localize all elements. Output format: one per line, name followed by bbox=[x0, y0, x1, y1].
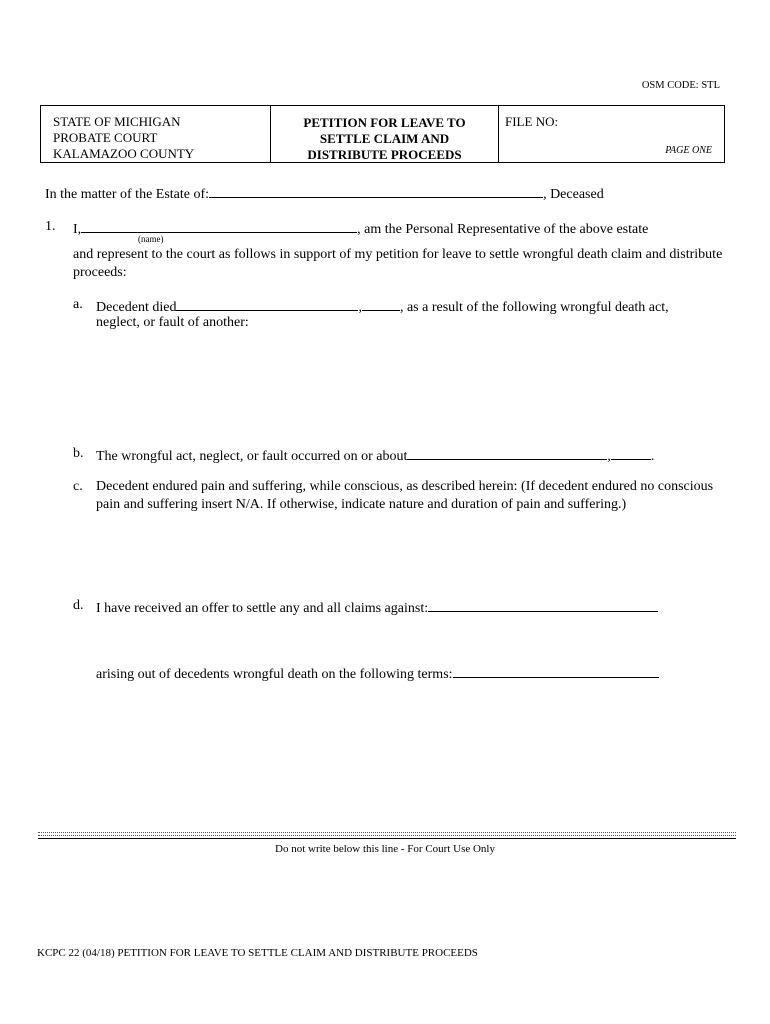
court-name: PROBATE COURT bbox=[53, 130, 158, 145]
estate-name-field[interactable] bbox=[209, 183, 543, 198]
item-b-text-1: The wrongful act, neglect, or fault occurred on or about bbox=[96, 449, 408, 464]
item-a-text-3: neglect, or fault of another: bbox=[96, 315, 249, 330]
file-no-label: FILE NO: bbox=[505, 114, 559, 129]
item-a-letter: a. bbox=[73, 297, 83, 312]
item-1-intro: I, bbox=[73, 222, 82, 237]
settlement-terms-field[interactable] bbox=[453, 663, 659, 678]
item-1-number: 1. bbox=[45, 219, 56, 234]
estate-prefix: In the matter of the Estate of: bbox=[45, 187, 210, 202]
item-d-line-2 bbox=[96, 663, 659, 684]
occurrence-year-field[interactable] bbox=[611, 445, 651, 460]
separator-line bbox=[38, 838, 736, 839]
item-b-letter: b. bbox=[73, 446, 84, 461]
form-footer: KCPC 22 (04/18) PETITION FOR LEAVE TO SETTLE CLAIM AND DISTRIBUTE PROCEEDS bbox=[37, 947, 478, 959]
estate-suffix: , Deceased bbox=[543, 187, 604, 202]
item-b-comma: , bbox=[607, 449, 611, 464]
form-title bbox=[271, 106, 499, 162]
name-label: (name) bbox=[138, 234, 164, 244]
estate-line bbox=[45, 183, 604, 204]
form-title-line-1: PETITION FOR LEAVE TO bbox=[303, 115, 466, 130]
form-title-line-2: SETTLE CLAIM AND bbox=[319, 131, 450, 146]
item-b-period: . bbox=[650, 449, 655, 464]
form-title-line-3: DISTRIBUTE PROCEEDS bbox=[307, 147, 462, 162]
item-d-text-1: I have received an offer to settle any and all claims against: bbox=[96, 601, 429, 616]
item-c-letter: c. bbox=[73, 479, 83, 494]
item-a-text-2: , as a result of the following wrongful death act, bbox=[399, 300, 669, 315]
death-year-field[interactable] bbox=[362, 296, 400, 311]
file-no-field[interactable] bbox=[499, 106, 724, 162]
death-date-field[interactable] bbox=[176, 296, 358, 311]
item-d-line-1 bbox=[96, 597, 658, 618]
representative-name-field[interactable] bbox=[81, 218, 357, 233]
page-label: PAGE ONE bbox=[665, 145, 712, 156]
item-a-comma: , bbox=[358, 300, 362, 315]
item-b-line bbox=[96, 445, 654, 466]
item-d-letter: d. bbox=[73, 598, 84, 613]
occurrence-date-field[interactable] bbox=[407, 445, 607, 460]
item-c-text: Decedent endured pain and suffering, while conscious, as described herein: (If decedent endured no conscious pain and suffering insert N/A. If otherwise, indicate nature and duration of pain and suffering.) bbox=[96, 479, 714, 512]
court-info bbox=[41, 106, 271, 162]
item-d-text-2: arising out of decedents wrongful death on the following terms: bbox=[96, 667, 453, 682]
court-state: STATE OF MICHIGAN bbox=[53, 114, 181, 129]
osm-code: OSM CODE: STL bbox=[641, 80, 720, 91]
header-box bbox=[40, 105, 725, 163]
separator-dotted bbox=[38, 832, 736, 836]
court-use-notice: Do not write below this line - For Court Use Only bbox=[275, 843, 495, 855]
court-county: KALAMAZOO COUNTY bbox=[53, 146, 195, 161]
settlement-party-field[interactable] bbox=[428, 597, 658, 612]
item-1-rest: , am the Personal Representative of the above estate bbox=[357, 222, 649, 237]
item-1-continuation: and represent to the court as follows in support of my petition for leave to settle wrongful death claim and distribute proceeds: bbox=[73, 247, 723, 280]
item-a-text-1: Decedent died bbox=[96, 300, 177, 315]
